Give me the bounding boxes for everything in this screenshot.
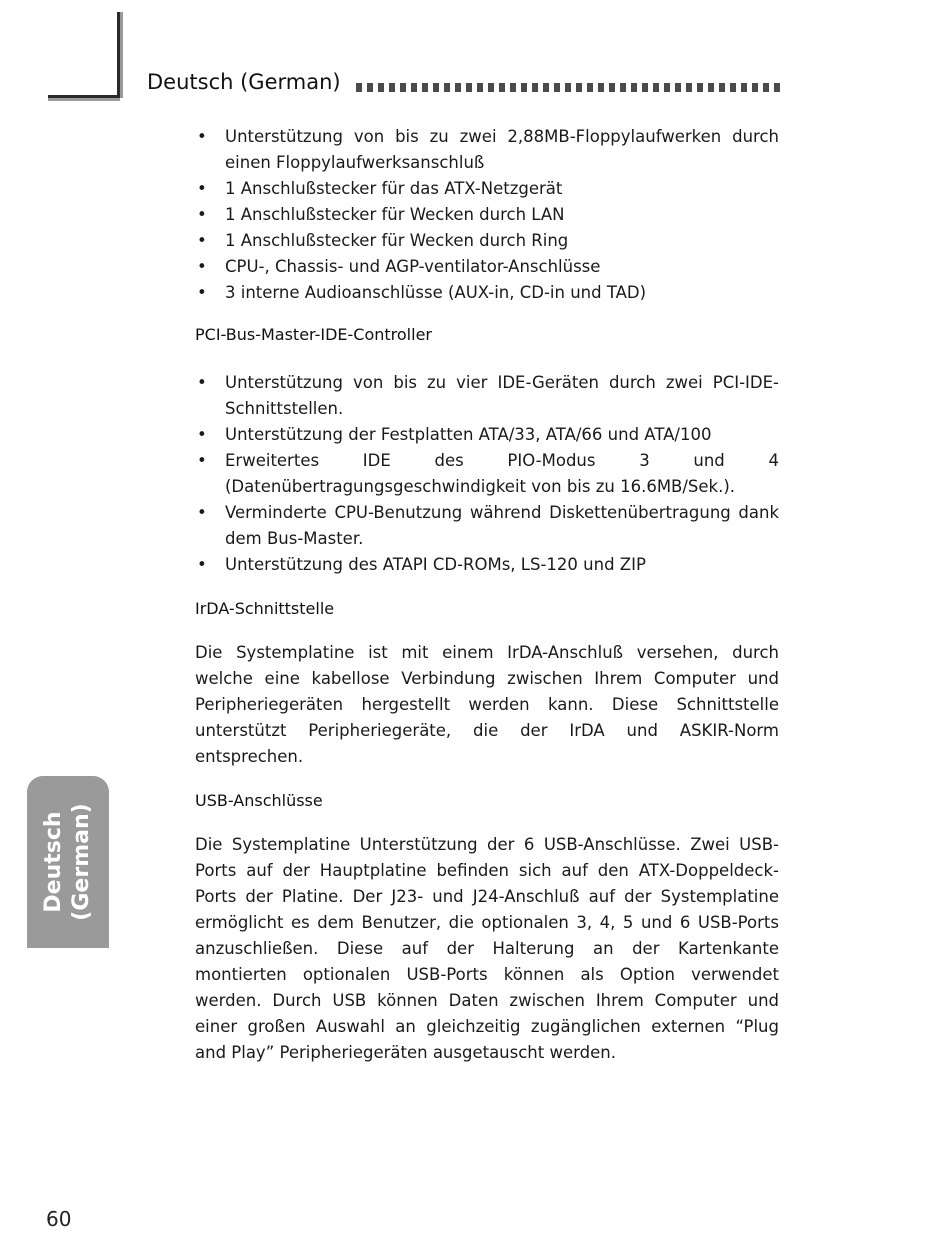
list-item: • Erweitertes IDE des PIO-Modus 3 und 4 (Datenübertragungsgeschwindigkeit von bis zu 16.6MB/Sek.). [195, 448, 779, 500]
page-header-title: Deutsch (German) [147, 70, 341, 94]
list-item: • 1 Anschlußstecker für Wecken durch Ring [195, 228, 779, 254]
list-item: • Unterstützung von bis zu zwei 2,88MB-Floppylaufwerken durch einen Floppylaufwerksanschluß [195, 124, 779, 176]
bullet-icon: • [197, 127, 207, 146]
side-tab-line-2: (German) [69, 803, 94, 921]
list-item: • Unterstützung der Festplatten ATA/33, ATA/66 und ATA/100 [195, 422, 779, 448]
page-content [195, 124, 779, 1066]
bullet-icon: • [197, 179, 207, 198]
corner-mark-horizontal [48, 95, 120, 98]
bullet-icon: • [197, 283, 207, 302]
usb-paragraph: Die Systemplatine Unterstützung der 6 USB-Anschlüsse. Zwei USB-Ports auf der Hauptplatine befinden sich auf den ATX-Doppeldeck-Ports der Platine. Der J23- und J24-Anschluß auf der Systemplatine ermöglicht es dem Benutzer, die optionalen 3, 4, 5 und 6 USB-Ports anzuschließen. Diese auf der Halterung an der Kartenkante montierten optionalen USB-Ports können als Option verwendet werden. Durch USB können Daten zwischen Ihrem Computer und einer großen Auswahl an gleichzeitig zugänglichen externen “Plug and Play” Peripheriegeräten ausgetauscht werden. [195, 835, 779, 1062]
list-item: • 3 interne Audioanschlüsse (AUX-in, CD-in und TAD) [195, 280, 779, 306]
bullet-icon: • [197, 425, 207, 444]
list-item: • Verminderte CPU-Benutzung während Diskettenübertragung dank dem Bus-Master. [195, 500, 779, 552]
bullet-icon: • [197, 373, 207, 392]
bullet-icon: • [197, 205, 207, 224]
header-dotted-rule [356, 83, 780, 92]
feature-list [195, 124, 779, 306]
list-item: • CPU-, Chassis- und AGP-ventilator-Anschlüsse [195, 254, 779, 280]
corner-mark-vertical [117, 12, 120, 98]
list-item: • 1 Anschlußstecker für Wecken durch LAN [195, 202, 779, 228]
list-item: • 1 Anschlußstecker für das ATX-Netzgerät [195, 176, 779, 202]
language-side-tab [27, 776, 109, 948]
bullet-icon: • [197, 503, 207, 522]
list-item: • Unterstützung von bis zu vier IDE-Geräten durch zwei PCI-IDE-Schnittstellen. [195, 370, 779, 422]
bullet-icon: • [197, 555, 207, 574]
bullet-icon: • [197, 451, 207, 470]
list-item: • Unterstützung des ATAPI CD-ROMs, LS-120 und ZIP [195, 552, 779, 578]
side-tab-label [40, 803, 96, 920]
irda-paragraph: Die Systemplatine ist mit einem IrDA-Anschluß versehen, durch welche eine kabellose Verbindung zwischen Ihrem Computer und Peripheriegeräten hergestellt werden kann. Diese Schnittstelle unterstützt Peripheriegeräte, die der IrDA und ASKIR-Norm entsprechen. [195, 643, 779, 766]
section-heading-irda: IrDA-Schnittstelle [195, 599, 335, 618]
section-heading-usb: USB-Anschlüsse [195, 791, 323, 810]
bullet-icon: • [197, 257, 207, 276]
pci-feature-list [195, 370, 779, 578]
side-tab-line-1: Deutsch [41, 811, 66, 913]
bullet-icon: • [197, 231, 207, 250]
section-heading-pci: PCI-Bus-Master-IDE-Controller [195, 325, 432, 344]
page-number: 60 [46, 1207, 72, 1231]
